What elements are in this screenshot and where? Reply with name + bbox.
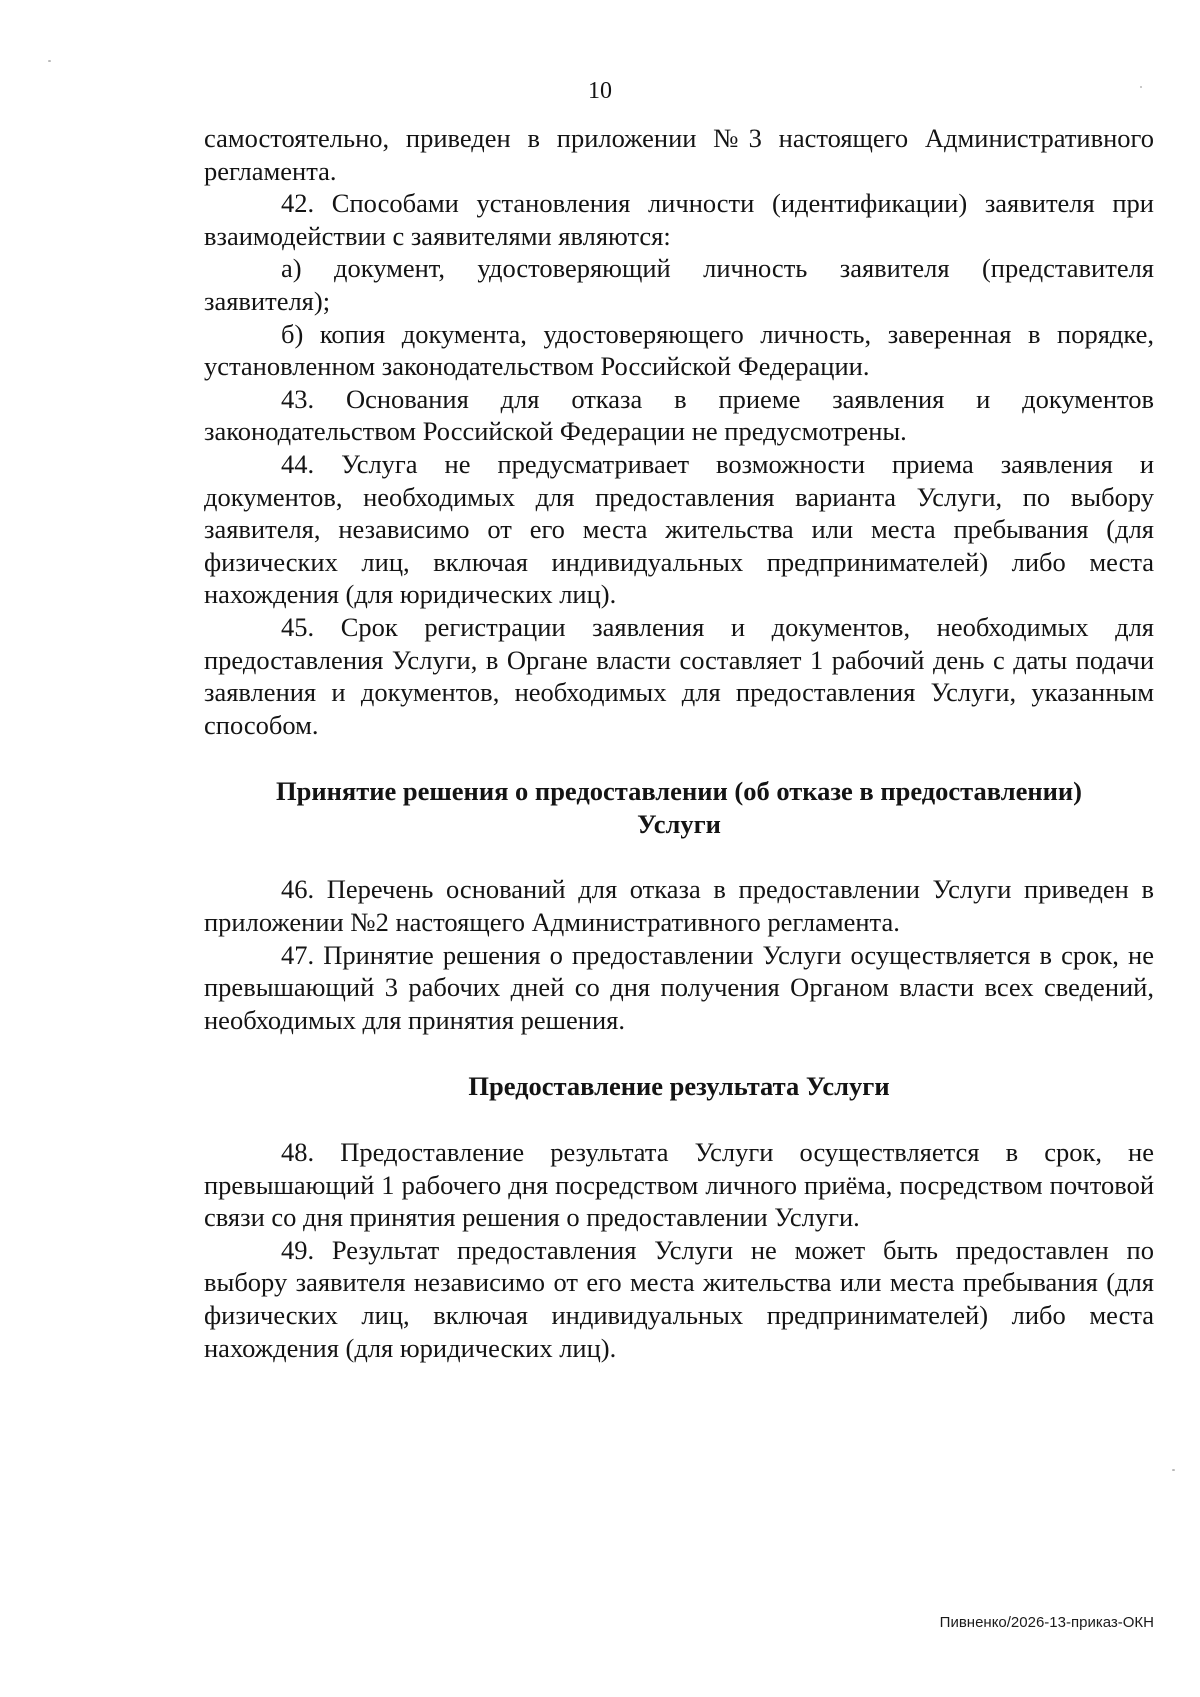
document-reference-footer: Пивненко/2026-13-приказ-ОКН [939, 1614, 1154, 1631]
paragraph-42-item-b: б) копия документа, удостоверяющего личность, заверенная в порядке, установленном законодательством Российской Федерации. [204, 318, 1154, 382]
paragraph-44: 44. Услуга не предусматривает возможности приема заявления и документов, необходимых для предоставления варианта Услуги, по выбору заявителя, независимо от его места жительства или места пребывания (для физических лиц, включая индивидуальных предпринимателей) либо места нахождения (для юридических лиц). [204, 448, 1154, 610]
paragraph-45: 45. Срок регистрации заявления и документов, необходимых для предоставления Услуги, в Органе власти составляет 1 рабочий день с даты подачи заявления и документов, необходимых для предоставления Услуги, указанным способом. [204, 611, 1154, 740]
paragraph-42: 42. Способами установления личности (идентификации) заявителя при взаимодействии с заявителями являются: [204, 188, 1154, 251]
section-result-heading: Предоставление результата Услуги [468, 1071, 890, 1102]
section-result-body [204, 1136, 1154, 1364]
page-number: 10 [588, 78, 612, 104]
scan-speck [48, 60, 51, 62]
document-body [204, 122, 1154, 1364]
paragraph-47: 47. Принятие решения о предоставлении Услуги осуществляется в срок, не превышающий 3 рабочих дней со дня получения Органом власти всех сведений, необходимых для принятия решения. [204, 939, 1154, 1035]
paragraph-42-item-a: а) документ, удостоверяющий личность заявителя (представителя заявителя); [204, 253, 1154, 316]
section-decision-body [204, 873, 1154, 1036]
paragraph-43: 43. Основания для отказа в приеме заявления и документов законодательством Российской Федерации не предусмотрены. [204, 383, 1154, 447]
paragraph-46: 46. Перечень оснований для отказа в предоставлении Услуги приведен в приложении №2 настоящего Административного регламента. [204, 874, 1154, 938]
paragraph-continuation: самостоятельно, приведен в приложении №3 настоящего Административного регламента. [204, 123, 1154, 186]
paragraph-49: 49. Результат предоставления Услуги не может быть предоставлен по выбору заявителя независимо от его места жительства или места пребывания (для физических лиц, включая индивидуальных предпринимателей) либо места нахождения (для юридических лиц). [204, 1234, 1154, 1363]
section-decision-heading-line1: Принятие решения о предоставлении (об отказе в предоставлении) [276, 776, 1082, 807]
scan-speck [1172, 1469, 1175, 1471]
paragraph-48: 48. Предоставление результата Услуги осуществляется в срок, не превышающий 1 рабочего дня посредством личного приёма, посредством почтовой связи со дня принятия решения о предоставлении Услуги. [204, 1137, 1154, 1233]
section-decision-heading-line2: Услуги [637, 808, 721, 839]
section-decision-heading [204, 775, 1154, 840]
